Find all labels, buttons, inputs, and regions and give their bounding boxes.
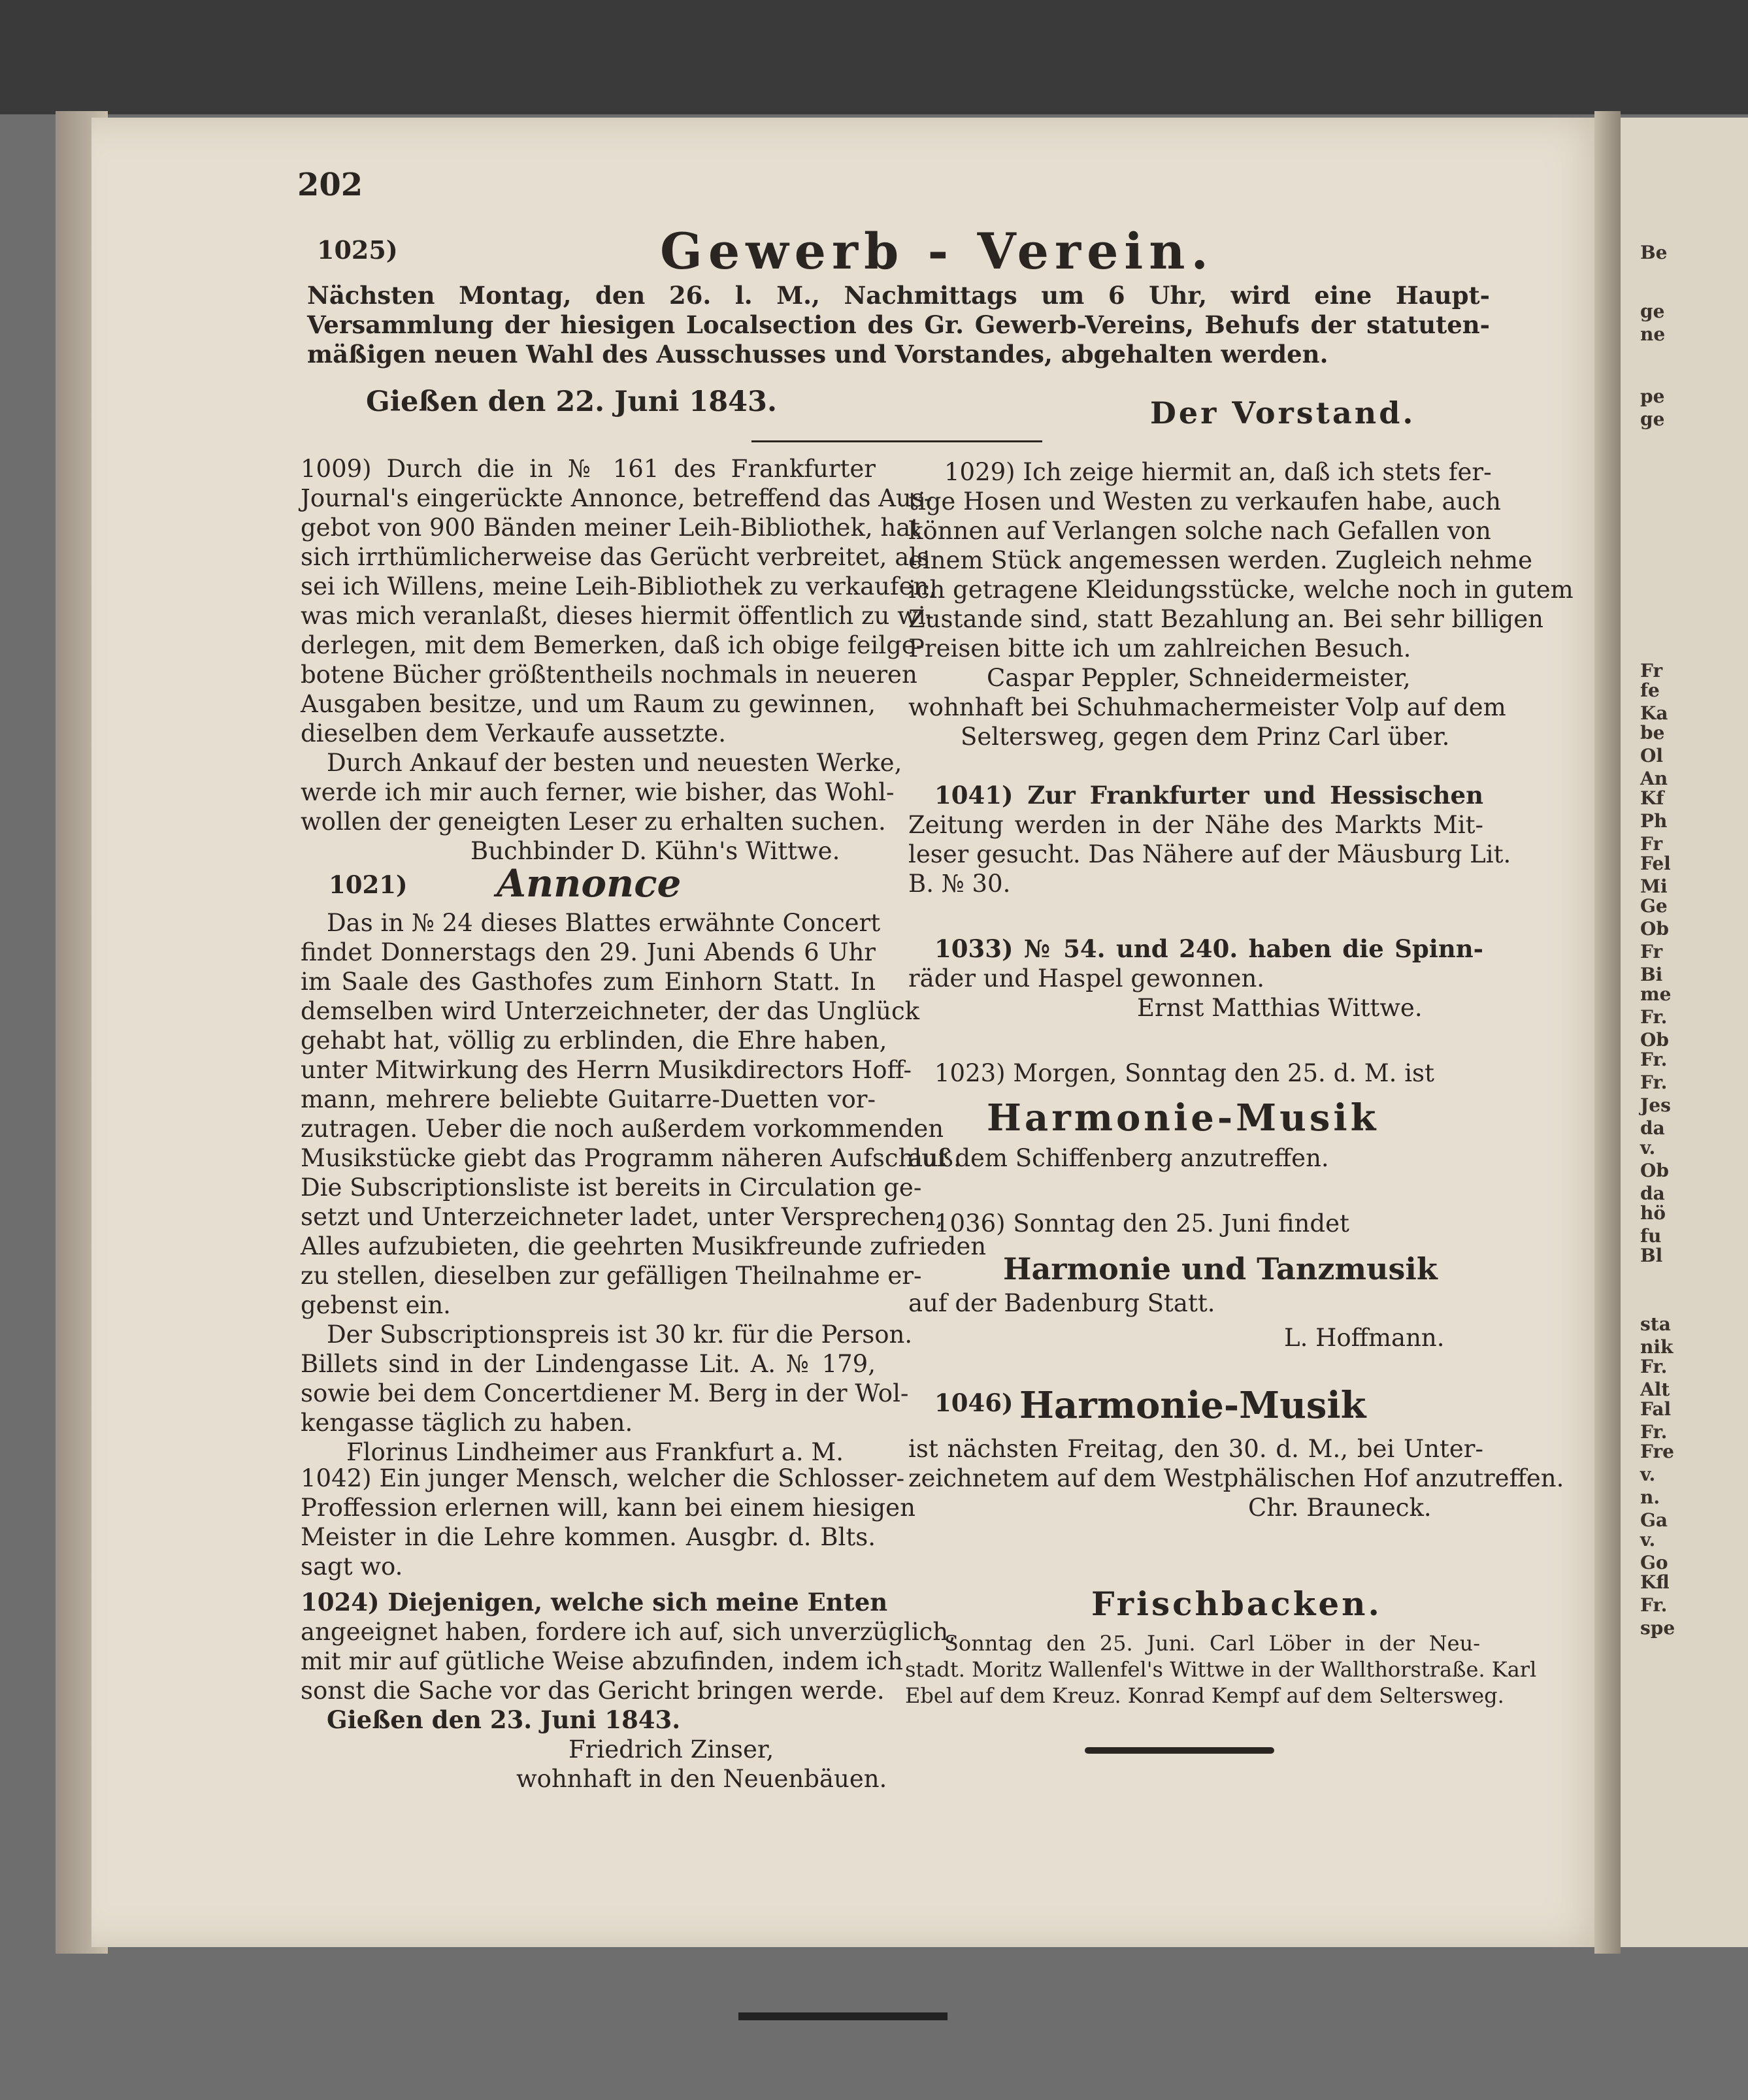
ad-line: ich getragene Kleidungsstücke, welche noch in gutem xyxy=(908,576,1574,604)
ad-line: 1033) № 54. und 240. haben die Spinn- xyxy=(934,934,1483,963)
right-page-line: pe xyxy=(1640,386,1665,407)
right-page-line: Ob xyxy=(1640,1160,1669,1181)
right-page-line: Fal xyxy=(1640,1398,1672,1420)
right-page-line: Be xyxy=(1640,242,1668,263)
ad-signature: Friedrich Zinser, xyxy=(569,1735,774,1764)
ad-line: unter Mitwirkung des Herrn Musikdirectors Hoff- xyxy=(301,1056,912,1084)
right-page-line: Fr xyxy=(1640,660,1663,681)
right-page-line: Ga xyxy=(1640,1509,1668,1531)
ad-line: angeeignet haben, fordere ich auf, sich unverzüglich, xyxy=(301,1618,956,1646)
ad-line: zeichnetem auf dem Westphälischen Hof anzutreffen. xyxy=(908,1464,1564,1492)
right-page-line: v. xyxy=(1640,1529,1656,1550)
ad-line: auf dem Schiffenberg anzutreffen. xyxy=(908,1144,1329,1172)
right-page-line: Fr xyxy=(1640,941,1663,962)
ad-line: sei ich Willens, meine Leih-Bibliothek zu verkaufen, xyxy=(301,572,937,600)
ad-line: werde ich mir auch ferner, wie bisher, das Wohl- xyxy=(301,778,895,806)
notice-line: Versammlung der hiesigen Localsection des Gr. Gewerb-Vereins, Behufs der statuten- xyxy=(307,310,1490,339)
right-page-line: Fr. xyxy=(1640,1049,1668,1070)
ad-line: botene Bücher größtentheils nochmals in neueren xyxy=(301,661,917,689)
ad-line: Proffession erlernen will, kann bei einem hiesigen xyxy=(301,1494,915,1522)
right-page-line: An xyxy=(1640,768,1668,789)
ad-1023-line: 1023) Morgen, Sonntag den 25. d. M. ist xyxy=(934,1059,1434,1087)
notice-line: Nächsten Montag, den 26. l. M., Nachmittags um 6 Uhr, wird eine Haupt- xyxy=(307,281,1490,310)
ad-line: leser gesucht. Das Nähere auf der Mäusburg Lit. xyxy=(908,840,1511,868)
ad-line: Alles aufzubieten, die geehrten Musikfreunde zufrieden xyxy=(301,1232,987,1260)
right-page-fragment xyxy=(1621,118,1748,1947)
section-title: Frischbacken. xyxy=(1091,1584,1382,1623)
ad-line: ist nächsten Freitag, den 30. d. M., bei Unter- xyxy=(908,1435,1483,1463)
ad-signature: Chr. Brauneck. xyxy=(1248,1494,1432,1522)
ad-line: Zustande sind, statt Bezahlung an. Bei sehr billigen xyxy=(908,605,1543,633)
right-page-line: Mi xyxy=(1640,876,1668,897)
ad-number: 1046) xyxy=(934,1388,1014,1417)
right-page-line: Alt xyxy=(1640,1379,1670,1400)
ad-signature: Buchbinder D. Kühn's Wittwe. xyxy=(470,837,840,865)
right-page-line: Fr xyxy=(1640,833,1663,855)
right-page-line: ge xyxy=(1640,301,1665,322)
ad-line: 1029) Ich zeige hiermit an, daß ich stets fer- xyxy=(944,458,1492,486)
ad-title: Harmonie-Musik xyxy=(987,1096,1379,1140)
ad-line: wollen der geneigten Leser zu erhalten suchen. xyxy=(301,808,886,836)
right-page-line: Ol xyxy=(1640,745,1664,766)
ad-line: Der Subscriptionspreis ist 30 kr. für die Person. xyxy=(327,1321,913,1349)
ad-line: Musikstücke giebt das Programm näheren Aufschluß. xyxy=(301,1144,961,1172)
ad-line: Preisen bitte ich um zahlreichen Besuch. xyxy=(908,634,1411,663)
right-page-line: Fre xyxy=(1640,1441,1674,1462)
ad-title: Harmonie und Tanzmusik xyxy=(1003,1251,1438,1287)
book-gutter xyxy=(1594,111,1621,1954)
right-page-line: v. xyxy=(1640,1137,1656,1158)
right-page-line: Fr. xyxy=(1640,1421,1668,1443)
right-page-line: Ka xyxy=(1640,702,1668,724)
ad-line: Zeitung werden in der Nähe des Markts Mit- xyxy=(908,811,1483,839)
ad-line: mann, mehrere beliebte Guitarre-Duetten vor- xyxy=(301,1085,876,1113)
notice-place-date: Gießen den 22. Juni 1843. xyxy=(366,386,777,418)
ad-line: Journal's eingerückte Annonce, betreffend das Aus- xyxy=(301,484,932,512)
ad-number: 1021) xyxy=(329,870,408,899)
right-page-line: da xyxy=(1640,1117,1665,1139)
ad-line: tige Hosen und Westen zu verkaufen habe, auch xyxy=(908,487,1501,516)
ad-signature: Florinus Lindheimer aus Frankfurt a. M. xyxy=(346,1438,844,1466)
scan-scale-bar xyxy=(738,2012,948,2020)
ad-line: 1041) Zur Frankfurter und Hessischen xyxy=(934,781,1483,810)
scan-bottom-edge xyxy=(0,1954,1748,2100)
ad-line: mit mir auf gütliche Weise abzufinden, indem ich xyxy=(301,1647,903,1675)
ad-line: gebot von 900 Bänden meiner Leih-Bibliothek, hat xyxy=(301,514,921,542)
ad-1041 xyxy=(908,781,1511,898)
notice-title: Gewerb - Verein. xyxy=(660,222,1215,280)
right-page-line: nik xyxy=(1640,1336,1674,1358)
right-page-line: Ob xyxy=(1640,918,1669,940)
ad-line: sonst die Sache vor das Gericht bringen werde. xyxy=(301,1677,885,1705)
right-page-line: Fr. xyxy=(1640,1072,1668,1093)
right-page-line: Ge xyxy=(1640,895,1668,917)
ad-signature: Ernst Matthias Wittwe. xyxy=(1137,994,1423,1022)
notice-number: 1025) xyxy=(317,235,398,265)
ad-1036-line: 1036) Sonntag den 25. Juni findet xyxy=(934,1209,1349,1238)
right-page-line: Go xyxy=(1640,1552,1668,1573)
ad-signature: Caspar Peppler, Schneidermeister, xyxy=(987,664,1411,692)
right-page-line: Bl xyxy=(1640,1245,1663,1266)
ad-line: demselben wird Unterzeichneter, der das Unglück xyxy=(301,997,920,1025)
ad-1029 xyxy=(908,457,1574,751)
right-page-line: fu xyxy=(1640,1225,1662,1247)
ad-line: auf der Badenburg Statt. xyxy=(908,1289,1215,1317)
ad-line: zu stellen, dieselben zur gefälligen Theilnahme er- xyxy=(301,1262,922,1290)
ad-line: kengasse täglich zu haben. xyxy=(301,1409,633,1437)
ad-line: sagt wo. xyxy=(301,1552,403,1581)
right-page-line: Fr. xyxy=(1640,1594,1668,1616)
right-page-line: Bi xyxy=(1640,964,1663,985)
right-page-line: fe xyxy=(1640,680,1660,701)
ad-line: gebenst ein. xyxy=(301,1291,451,1319)
page-number: 202 xyxy=(297,167,363,203)
ad-line: im Saale des Gasthofes zum Einhorn Statt. In xyxy=(301,968,876,996)
scan-top-edge xyxy=(0,0,1748,114)
right-page-line: Kfl xyxy=(1640,1571,1670,1593)
ad-line: dieselben dem Verkaufe aussetzte. xyxy=(301,719,726,747)
ad-address: Seltersweg, gegen dem Prinz Carl über. xyxy=(961,723,1450,751)
ad-line: können auf Verlangen solche nach Gefallen von xyxy=(908,517,1491,545)
ad-line: 1024) Diejenigen, welche sich meine Enten xyxy=(301,1588,888,1616)
ad-line: Ausgaben besitze, und um Raum zu gewinnen, xyxy=(301,690,876,718)
right-page-line: Jes xyxy=(1640,1094,1671,1116)
frischbacken-list xyxy=(905,1630,1537,1709)
ad-signature: L. Hoffmann. xyxy=(1284,1324,1445,1352)
ad-line: sowie bei dem Concertdiener M. Berg in der Wol- xyxy=(301,1379,909,1407)
ad-title: Annonce xyxy=(497,861,682,906)
ad-line: Durch Ankauf der besten und neuesten Werke, xyxy=(327,749,902,777)
ad-line: setzt und Unterzeichneter ladet, unter Versprechen, xyxy=(301,1203,944,1231)
ad-line: Billets sind in der Lindengasse Lit. A. № 179, xyxy=(301,1350,876,1378)
right-page-line: ne xyxy=(1640,323,1666,345)
right-page-line: Fr. xyxy=(1640,1356,1668,1377)
right-page-line: Fel xyxy=(1640,853,1671,874)
right-page-line: da xyxy=(1640,1183,1665,1204)
right-page-line: be xyxy=(1640,722,1665,744)
ad-line: zutragen. Ueber die noch außerdem vorkommenden xyxy=(301,1115,944,1143)
right-page-line: Ob xyxy=(1640,1029,1669,1051)
ad-line: B. № 30. xyxy=(908,870,1011,898)
ad-residence: wohnhaft in den Neuenbäuen. xyxy=(516,1765,887,1793)
ad-1046 xyxy=(908,1434,1564,1522)
ad-line: Das in № 24 dieses Blattes erwähnte Concert xyxy=(327,909,881,937)
right-page-line: n. xyxy=(1640,1486,1660,1508)
ad-line: 1042) Ein junger Mensch, welcher die Schlosser- xyxy=(301,1464,905,1492)
right-page-line: spe xyxy=(1640,1617,1675,1639)
ad-line: einem Stück angemessen werden. Zugleich nehme xyxy=(908,546,1532,574)
ad-line: findet Donnerstags den 29. Juni Abends 6 Uhr xyxy=(301,938,876,966)
divider xyxy=(751,440,1042,442)
right-page-line: Ph xyxy=(1640,810,1668,832)
ad-title: Harmonie-Musik xyxy=(1019,1384,1366,1427)
ad-line: Meister in die Lehre kommen. Ausgbr. d. Blts. xyxy=(301,1523,876,1551)
right-page-line: me xyxy=(1640,983,1672,1005)
right-page-line: hö xyxy=(1640,1202,1666,1224)
frischbacken-line: Sonntag den 25. Juni. Carl Löber in der Neu- xyxy=(944,1631,1480,1656)
notice-line: mäßigen neuen Wahl des Ausschusses und Vorstandes, abgehalten werden. xyxy=(307,340,1328,369)
ad-line: sich irrthümlicherweise das Gerücht verbreitet, als xyxy=(301,543,930,571)
right-page-line: ge xyxy=(1640,408,1665,430)
ad-line: gehabt hat, völlig zu erblinden, die Ehre haben, xyxy=(301,1026,887,1055)
ad-1024 xyxy=(301,1588,956,1794)
notice-signature: Der Vorstand. xyxy=(1150,395,1416,431)
ad-place-date: Gießen den 23. Juni 1843. xyxy=(327,1705,681,1734)
divider xyxy=(1085,1747,1274,1754)
ad-line: 1009) Durch die in № 161 des Frankfurter xyxy=(301,455,876,483)
right-page-line: v. xyxy=(1640,1464,1656,1485)
frischbacken-line: stadt. Moritz Wallenfel's Wittwe in der Wallthorstraße. Karl xyxy=(905,1657,1537,1682)
frischbacken-line: Ebel auf dem Kreuz. Konrad Kempf auf dem Seltersweg. xyxy=(905,1683,1504,1708)
right-page-line: Fr. xyxy=(1640,1006,1668,1028)
ad-address: wohnhaft bei Schuhmachermeister Volp auf dem xyxy=(908,693,1506,721)
ad-line: räder und Haspel gewonnen. xyxy=(908,964,1265,993)
ad-1042 xyxy=(301,1464,915,1581)
right-page-line: sta xyxy=(1640,1313,1671,1335)
ad-line: was mich veranlaßt, dieses hiermit öffentlich zu wi- xyxy=(301,602,934,630)
right-page-line: Kf xyxy=(1640,787,1664,809)
ad-line: Die Subscriptionsliste ist bereits in Circulation ge- xyxy=(301,1173,922,1202)
ad-line: derlegen, mit dem Bemerken, daß ich obige feilge- xyxy=(301,631,925,659)
ad-1033 xyxy=(908,934,1483,1023)
notice-body xyxy=(307,281,1490,369)
ad-1009 xyxy=(301,454,937,866)
